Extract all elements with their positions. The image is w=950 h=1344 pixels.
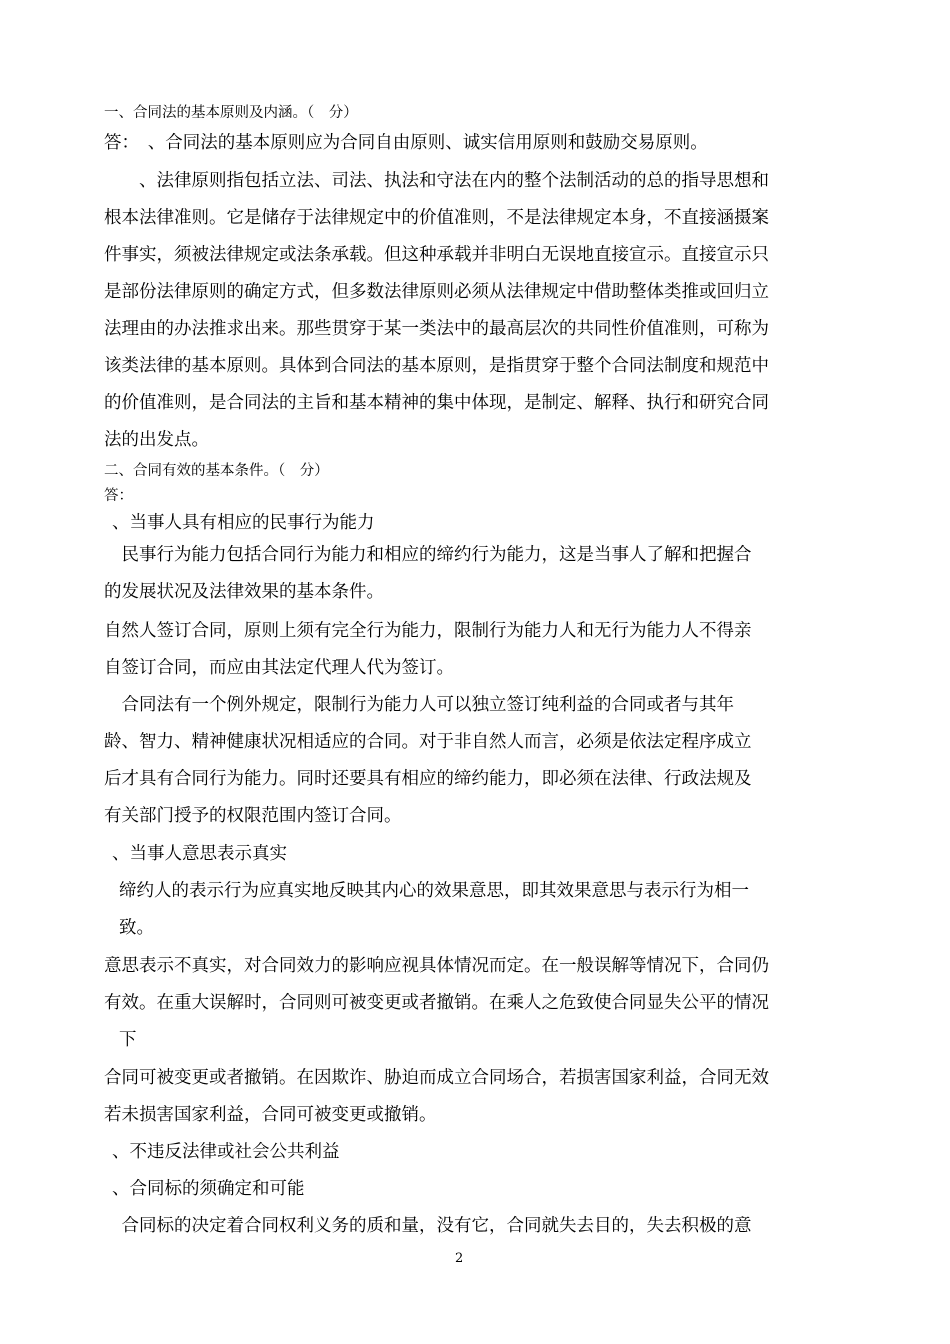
section-1-answer-line: 该类法律的基本原则。具体到合同法的基本原则，是指贯穿于整个合同法制度和规范中 (104, 356, 769, 376)
section-2-line: 龄、智力、精神健康状况相适应的合同。对于非自然人而言，必须是依法定程序成立 (104, 732, 752, 752)
section-2-line: 自签订合同，而应由其法定代理人代为签订。 (104, 658, 454, 678)
section-1-heading: 一、合同法的基本原则及内涵。（ 分） (104, 105, 358, 121)
section-2-line: 的发展状况及法律效果的基本条件。 (104, 582, 384, 602)
section-1-answer-line: 、法律原则指包括立法、司法、执法和守法在内的整个法制活动的总的指导思想和 (104, 171, 769, 191)
section-2-line: 合同可被变更或者撤销。在因欺诈、胁迫而成立合同场合，若损害国家利益，合同无效 (104, 1068, 769, 1088)
section-2-line: 民事行为能力包括合同行为能力和相应的缔约行为能力，这是当事人了解和把握合 (104, 545, 752, 565)
section-2-answer-label: 答： (104, 488, 133, 504)
section-2-line: 自然人签订合同，原则上须有完全行为能力，限制行为能力人和无行为能力人不得亲 (104, 621, 752, 641)
section-1-answer-line: 法理由的办法推求出来。那些贯穿于某一类法中的最高层次的共同性价值准则，可称为 (104, 319, 769, 339)
section-2-line: 、当事人具有相应的民事行为能力 (112, 513, 375, 533)
section-1-answer-line: 根本法律准则。它是储存于法律规定中的价值准则，不是法律规定本身，不直接涵摄案 (104, 208, 769, 228)
section-1-answer-line: 法的出发点。 (104, 430, 209, 450)
page-number: 2 (455, 1251, 464, 1266)
section-2-line: 有效。在重大误解时，合同则可被变更或者撤销。在乘人之危致使合同显失公平的情况 (104, 993, 769, 1013)
section-2-line: 、合同标的须确定和可能 (112, 1179, 305, 1199)
section-2-line: 有关部门授予的权限范围内签订合同。 (104, 806, 402, 826)
section-2-line: 、不违反法律或社会公共利益 (112, 1142, 340, 1162)
section-2-line: 致。 (119, 918, 154, 938)
section-1-answer-line: 的价值准则，是合同法的主旨和基本精神的集中体现，是制定、解释、执行和研究合同 (104, 393, 769, 413)
section-2-line: 意思表示不真实，对合同效力的影响应视具体情况而定。在一般误解等情况下，合同仍 (104, 956, 769, 976)
section-2-line: 缔约人的表示行为应真实地反映其内心的效果意思，即其效果意思与表示行为相一 (119, 881, 749, 901)
section-2-line: 后才具有合同行为能力。同时还要具有相应的缔约能力，即必须在法律、行政法规及 (104, 769, 752, 789)
section-2-line: 、当事人意思表示真实 (112, 844, 287, 864)
section-1-answer-line: 是部份法律原则的确定方式，但多数法律原则必须从法律规定中借助整体类推或回归立 (104, 282, 769, 302)
section-1-answer-line: 答： 、合同法的基本原则应为合同自由原则、诚实信用原则和鼓励交易原则。 (104, 133, 708, 153)
section-2-line: 若未损害国家利益，合同可被变更或撤销。 (104, 1105, 437, 1125)
section-2-line: 合同法有一个例外规定，限制行为能力人可以独立签订纯利益的合同或者与其年 (104, 695, 734, 715)
section-2-heading: 二、合同有效的基本条件。（ 分） (104, 463, 329, 479)
section-1-answer-line: 件事实，须被法律规定或法条承载。但这种承载并非明白无误地直接宣示。直接宣示只 (104, 245, 769, 265)
section-2-line: 下 (119, 1030, 137, 1050)
section-2-line: 合同标的决定着合同权利义务的质和量，没有它，合同就失去目的，失去积极的意 (104, 1216, 752, 1236)
